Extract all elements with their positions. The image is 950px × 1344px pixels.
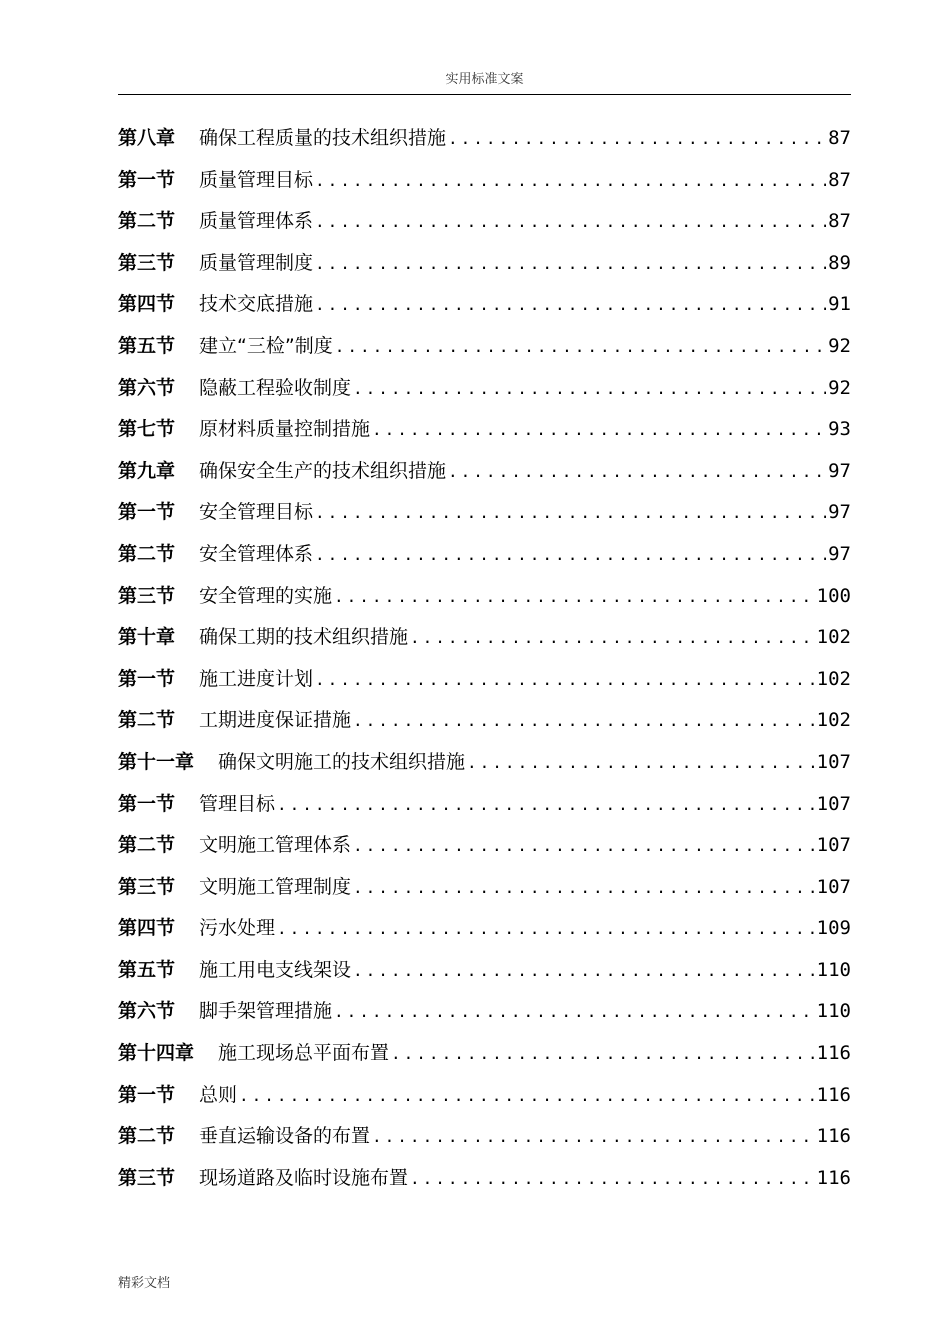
toc-entry-page-number: 110 [816,958,851,981]
toc-entry-page-number: 87 [828,127,851,149]
toc-entry[interactable] [118,492,851,534]
toc-entry-page-number: 97 [828,459,851,482]
toc-dot-leader [315,160,826,202]
toc-entry[interactable] [118,243,851,285]
toc-dot-leader [315,284,826,326]
toc-entry[interactable] [118,160,851,202]
toc-entry-page-number: 87 [828,210,851,233]
header-divider [118,94,851,95]
toc-entry-label: 第三节 [118,1166,176,1189]
toc-entry[interactable] [118,825,851,867]
page-footer: 精彩文档 [118,1276,171,1291]
toc-dot-leader [239,1075,815,1117]
toc-entry-label: 第一节 [118,792,176,815]
toc-entry-label: 第六节 [118,376,176,399]
toc-entry-title: 安全管理目标 [199,501,314,524]
toc-dot-leader [372,409,826,451]
toc-entry-page-number: 87 [828,168,851,191]
toc-entry-label: 第二节 [118,834,176,857]
toc-entry-label: 第四节 [118,293,176,316]
toc-entry-title: 质量管理制度 [199,251,314,274]
toc-entry-page-number: 92 [828,376,851,399]
toc-entry-label: 第二节 [118,709,176,732]
toc-entry[interactable] [118,908,851,950]
toc-dot-leader [315,243,826,285]
toc-entry-label: 第一节 [118,501,176,524]
toc-entry[interactable] [118,1075,851,1117]
toc-entry-label: 第二节 [118,542,176,565]
toc-entry-title: 确保工期的技术组织措施 [199,626,409,649]
toc-entry-label: 第三节 [118,251,176,274]
toc-entry[interactable] [118,1116,851,1158]
toc-entry-title: 确保文明施工的技术组织措施 [218,750,466,773]
toc-entry-page-number: 102 [816,667,851,690]
toc-entry-title: 隐蔽工程验收制度 [199,376,352,399]
toc-entry-title: 垂直运输设备的布置 [199,1125,371,1148]
toc-entry-title: 质量管理体系 [199,210,314,233]
toc-entry-label: 第十章 [118,626,176,649]
toc-dot-leader [277,908,815,950]
toc-entry-label: 第二节 [118,210,176,233]
toc-dot-leader [391,1033,815,1075]
toc-dot-leader [277,784,815,826]
toc-entry-page-number: 91 [828,293,851,316]
toc-entry-label: 第九章 [118,459,176,482]
toc-entry-label: 第六节 [118,1000,176,1023]
toc-entry-title: 工期进度保证措施 [199,709,352,732]
toc-entry-page-number: 116 [816,1125,851,1148]
toc-entry[interactable] [118,368,851,410]
toc-entry[interactable] [118,451,851,493]
toc-entry-label: 第五节 [118,958,176,981]
toc-entry[interactable] [118,617,851,659]
toc-entry-title: 总则 [199,1083,238,1106]
toc-entry-label: 第八章 [118,127,176,149]
table-of-contents [118,118,851,1199]
page-header: 实用标准文案 [445,72,524,87]
toc-dot-leader [315,201,826,243]
toc-entry-title: 原材料质量控制措施 [199,418,371,441]
toc-entry-title: 现场道路及临时设施布置 [199,1166,409,1189]
toc-entry[interactable] [118,700,851,742]
toc-entry-label: 第十一章 [118,750,195,773]
toc-dot-leader [353,700,815,742]
toc-entry[interactable] [118,284,851,326]
toc-entry-title: 安全管理体系 [199,542,314,565]
toc-entry-page-number: 102 [816,626,851,649]
toc-dot-leader [410,617,815,659]
toc-entry-page-number: 110 [816,1000,851,1023]
toc-entry-page-number: 92 [828,334,851,357]
toc-dot-leader [353,368,826,410]
toc-entry-title: 管理目标 [199,792,276,815]
toc-entry-page-number: 116 [816,1083,851,1106]
toc-entry[interactable] [118,409,851,451]
toc-entry-page-number: 107 [816,875,851,898]
toc-entry-page-number: 97 [828,542,851,565]
toc-entry-label: 第五节 [118,334,176,357]
toc-entry-page-number: 97 [828,501,851,524]
toc-dot-leader [353,825,815,867]
toc-entry[interactable] [118,118,851,160]
toc-dot-leader [335,326,826,368]
toc-entry-label: 第一节 [118,1083,176,1106]
toc-dot-leader [353,867,815,909]
toc-entry-page-number: 89 [828,251,851,274]
toc-entry-title: 施工用电支线架设 [199,958,352,981]
toc-dot-leader [410,1158,815,1200]
toc-entry-page-number: 107 [816,834,851,857]
toc-entry-title: 安全管理的实施 [199,584,333,607]
toc-entry[interactable] [118,1033,851,1075]
toc-entry-label: 第十四章 [118,1042,195,1065]
toc-entry-page-number: 93 [828,418,851,441]
toc-entry-page-number: 100 [816,584,851,607]
toc-entry-title: 建立“三检”制度 [199,334,333,357]
toc-entry-title: 技术交底措施 [199,293,314,316]
toc-entry[interactable] [118,534,851,576]
toc-dot-leader [467,742,815,784]
toc-entry-page-number: 116 [816,1042,851,1065]
toc-entry-title: 确保工程质量的技术组织措施 [199,127,447,149]
toc-entry-title: 污水处理 [199,917,276,940]
toc-entry[interactable] [118,867,851,909]
toc-entry-page-number: 102 [816,709,851,732]
toc-dot-leader [448,118,826,160]
toc-entry[interactable] [118,991,851,1033]
toc-entry-page-number: 107 [816,792,851,815]
toc-entry[interactable] [118,659,851,701]
toc-entry[interactable] [118,201,851,243]
toc-entry-label: 第四节 [118,917,176,940]
toc-dot-leader [372,1116,815,1158]
toc-entry[interactable] [118,326,851,368]
toc-dot-leader [315,492,826,534]
toc-entry-title: 文明施工管理制度 [199,875,352,898]
toc-entry-label: 第七节 [118,418,176,441]
toc-entry-page-number: 116 [816,1166,851,1189]
toc-entry-label: 第三节 [118,584,176,607]
toc-dot-leader [334,576,815,618]
toc-dot-leader [448,451,826,493]
toc-entry-title: 确保安全生产的技术组织措施 [199,459,447,482]
toc-entry-title: 施工现场总平面布置 [218,1042,390,1065]
toc-entry-label: 第二节 [118,1125,176,1148]
toc-dot-leader [334,991,815,1033]
toc-entry[interactable] [118,950,851,992]
toc-entry-title: 质量管理目标 [199,168,314,191]
toc-entry-label: 第三节 [118,875,176,898]
toc-entry[interactable] [118,1158,851,1200]
toc-entry[interactable] [118,576,851,618]
toc-dot-leader [353,950,815,992]
toc-entry[interactable] [118,784,851,826]
toc-entry-label: 第一节 [118,667,176,690]
toc-entry-page-number: 107 [816,750,851,773]
toc-entry-title: 脚手架管理措施 [199,1000,333,1023]
toc-entry-title: 施工进度计划 [199,667,314,690]
toc-dot-leader [315,659,815,701]
toc-dot-leader [315,534,826,576]
toc-entry-title: 文明施工管理体系 [199,834,352,857]
toc-entry-page-number: 109 [816,917,851,940]
toc-entry-label: 第一节 [118,168,176,191]
toc-entry[interactable] [118,742,851,784]
